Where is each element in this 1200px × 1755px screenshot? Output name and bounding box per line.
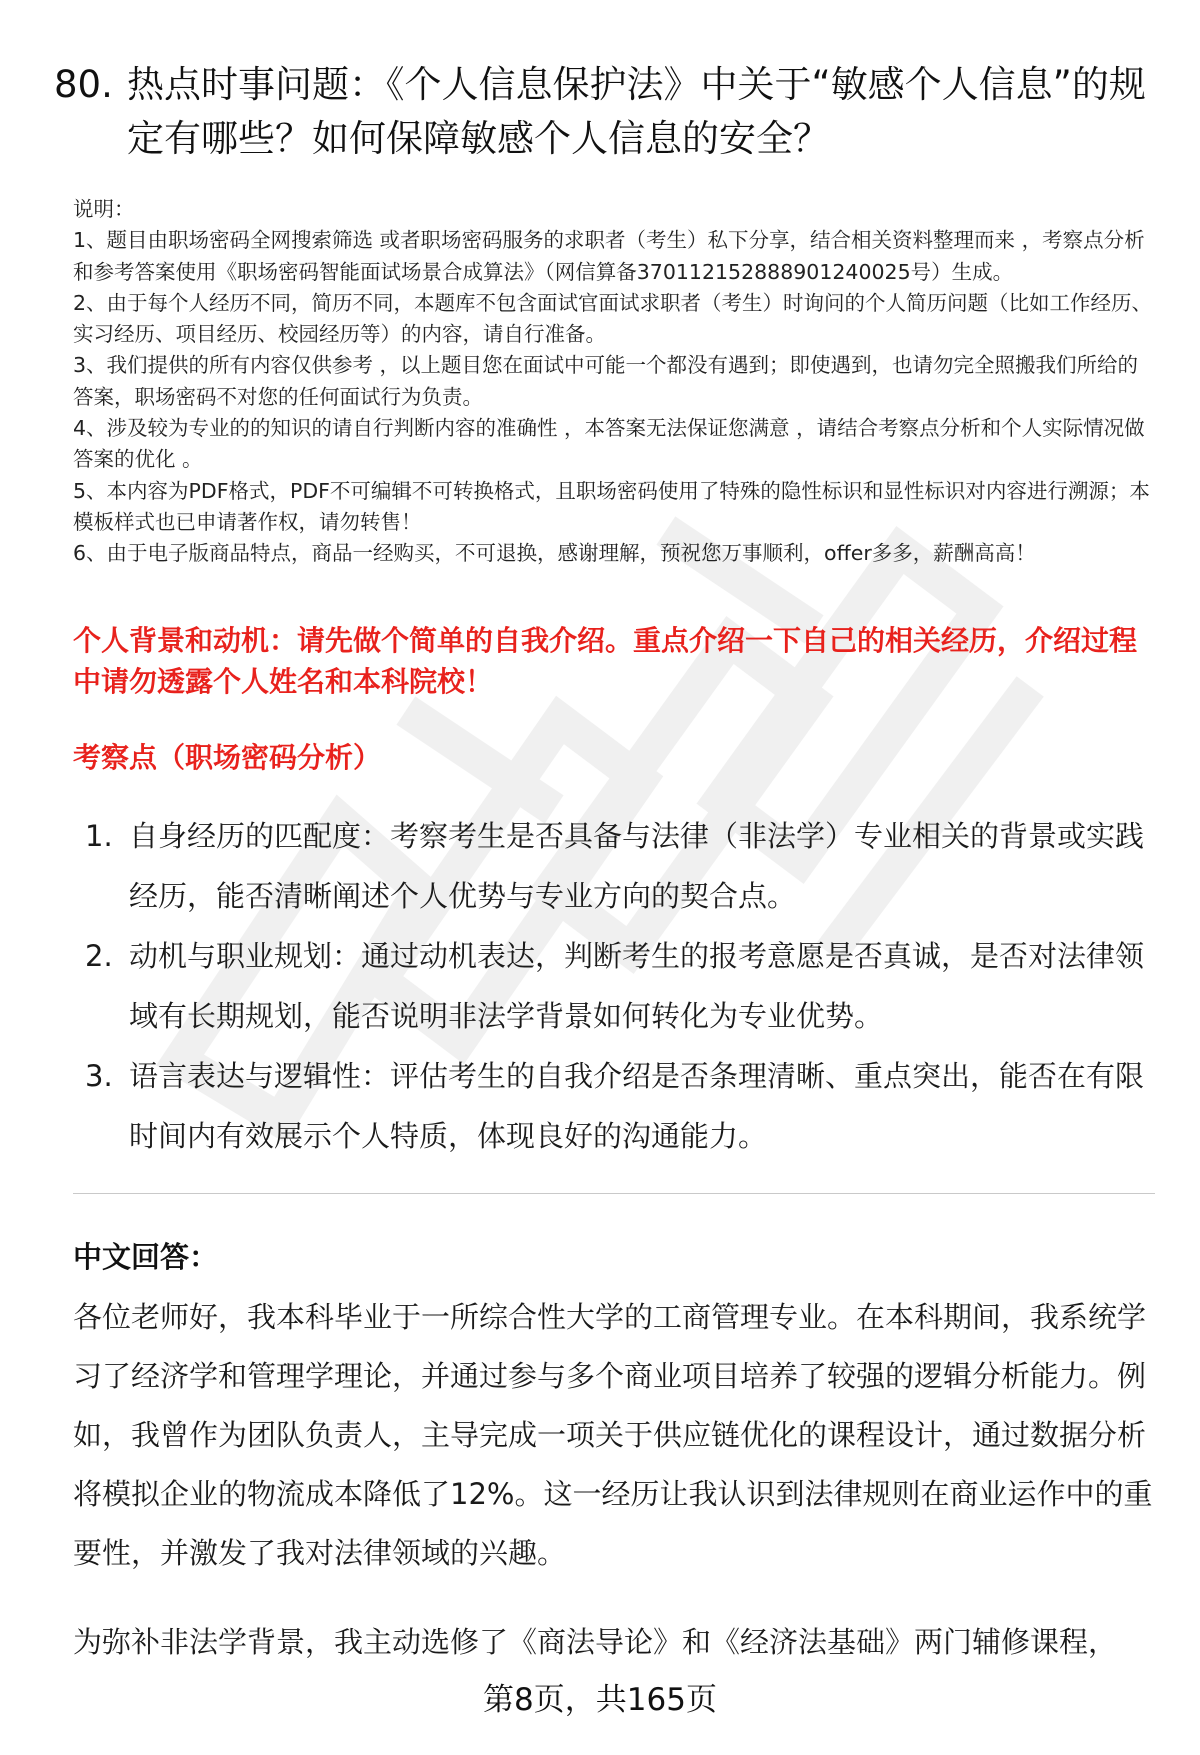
analysis-points-list [73, 806, 1153, 1166]
list-item-text: 自身经历的匹配度：考察考生是否具备与法律（非法学）专业相关的背景或实践经历，能否清晰阐述个人优势与专业方向的契合点。 [129, 819, 1145, 913]
question-number: 80. [54, 63, 113, 106]
notes-block [73, 194, 1153, 570]
list-item [73, 806, 1153, 926]
note-item: 2、由于每个人经历不同，简历不同，本题库不包含面试官面试求职者（考生）时询问的个人简历问题（比如工作经历、实习经历、项目经历、校园经历等）的内容，请自行准备。 [73, 290, 1153, 347]
note-item: 4、涉及较为专业的的知识的请自行判断内容的准确性 ，本答案无法保证您满意 ，请结合考察点分析和个人实际情况做答案的优化 。 [73, 416, 1145, 472]
notes-label: 说明： [73, 197, 135, 221]
answer-body [73, 1288, 1155, 1702]
answer-heading: 中文回答： [73, 1240, 219, 1274]
page-footer: 第8页，共165页 [483, 1682, 717, 1718]
list-item [73, 926, 1153, 1046]
note-item: 6、由于电子版商品特点，商品一经购买，不可退换，感谢理解，预祝您万事顺利，offer多多，薪酬高高！ [73, 541, 1036, 566]
section-divider [73, 1193, 1155, 1194]
list-item-number: 3. [85, 1059, 113, 1093]
answer-paragraph: 为弥补非法学背景，我主动选修了《商法导论》和《经济法基础》两门辅修课程， [73, 1625, 1118, 1659]
list-item-text: 语言表达与逻辑性：评估考生的自我介绍是否条理清晰、重点突出，能否在有限时间内有效展示个人特质，体现良好的沟通能力。 [129, 1059, 1145, 1153]
list-item-text: 动机与职业规划：通过动机表达，判断考生的报考意愿是否真诚，是否对法律领域有长期规划，能否说明非法学背景如何转化为专业优势。 [129, 939, 1145, 1033]
question-title [54, 58, 1154, 166]
note-item: 5、本内容为PDF格式，PDF不可编辑不可转换格式，且职场密码使用了特殊的隐性标识和显性标识对内容进行溯源；本模板样式也已申请著作权，请勿转售！ [73, 478, 1150, 534]
list-item-number: 1. [85, 819, 113, 853]
section-question-heading: 个人背景和动机：请先做个简单的自我介绍。重点介绍一下自己的相关经历，介绍过程中请勿透露个人姓名和本科院校！ [73, 624, 1138, 698]
list-item [73, 1046, 1153, 1166]
note-item: 1、题目由职场密码全网搜索筛选 或者职场密码服务的求职者（考生）私下分享，结合相关资料整理而来 ，考察点分析和参考答案使用《职场密码智能面试场景合成算法》（网信算备370112152888901240025号）生成。 [73, 228, 1145, 284]
answer-paragraph: 各位老师好，我本科毕业于一所综合性大学的工商管理专业。在本科期间，我系统学习了经济学和管理学理论，并通过参与多个商业项目培养了较强的逻辑分析能力。例如，我曾作为团队负责人，主导完成一项关于供应链优化的课程设计，通过数据分析将模拟企业的物流成本降低了12%。这一经历让我认识到法律规则在商业运作中的重要性，并激发了我对法律领域的兴趣。 [73, 1300, 1153, 1570]
question-text: 热点时事问题：《个人信息保护法》中关于“敏感个人信息”的规定有哪些？如何保障敏感个人信息的安全？ [127, 63, 1146, 160]
list-item-number: 2. [85, 939, 113, 973]
note-item: 3、我们提供的所有内容仅供参考 ，以上题目您在面试中可能一个都没有遇到；即使遇到，也请勿完全照搬我们所给的答案，职场密码不对您的任何面试行为负责。 [73, 353, 1139, 409]
analysis-heading: 考察点（职场密码分析） [73, 741, 382, 774]
